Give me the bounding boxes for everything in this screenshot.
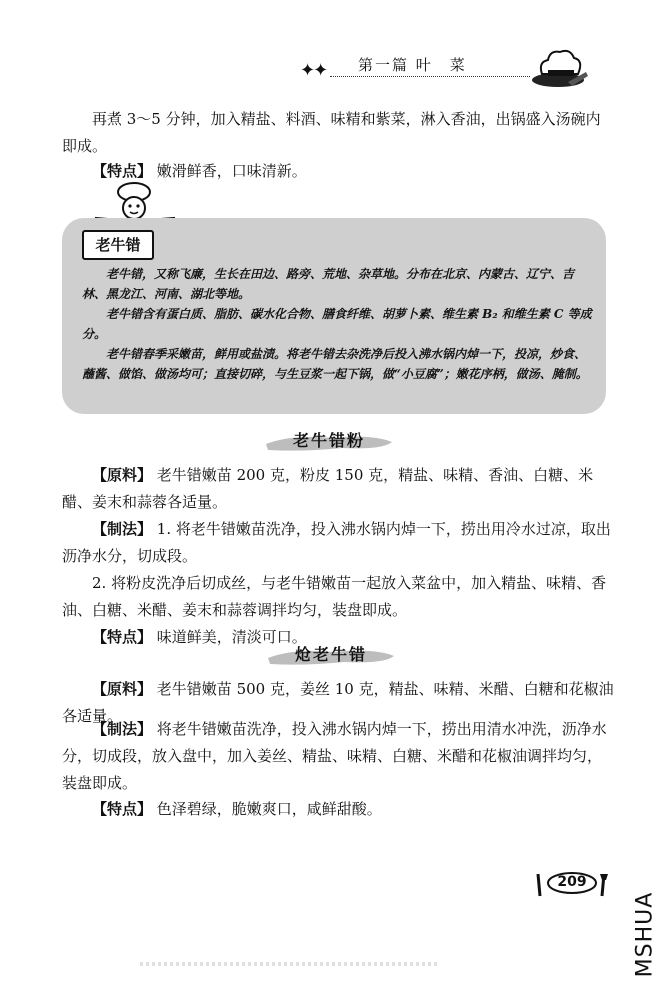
info-box bbox=[62, 218, 606, 414]
info-text bbox=[82, 264, 592, 384]
recipe1-title-text: 老牛错粉 bbox=[292, 431, 365, 450]
recipe1-method-step1 bbox=[62, 516, 614, 570]
page-number: 209 bbox=[557, 874, 587, 890]
star-ornament-icon: ✦✦ bbox=[300, 60, 327, 81]
feature-tag: 【特点】 bbox=[92, 800, 153, 818]
page-number-badge bbox=[532, 870, 612, 900]
feature-text: 味道鲜美，清淡可口。 bbox=[156, 628, 307, 646]
side-watermark bbox=[628, 880, 658, 990]
method-tag: 【制法】 bbox=[92, 720, 153, 738]
method-step: 1. 将老牛错嫩苗洗净，投入沸水锅内焯一下，捞出用冷水过凉，取出沥净水分，切成段。 bbox=[62, 520, 611, 565]
feature-text: 嫩滑鲜香，口味清新。 bbox=[156, 162, 307, 180]
recipe1-method-step2 bbox=[62, 570, 614, 624]
info-paragraph: 老牛错，又称飞廉，生长在田边、路旁、荒地、杂草地。分布在北京、内蒙古、辽宁、吉林、黑龙江、河南、湖北等地。 bbox=[82, 267, 575, 301]
info-badge: 老牛错 bbox=[82, 230, 154, 260]
ingredients-tag: 【原料】 bbox=[92, 466, 153, 484]
feature-tag: 【特点】 bbox=[92, 162, 153, 180]
intro-feature bbox=[62, 158, 614, 185]
ingredients-text: 老牛错嫩苗 500 克，姜丝 10 克，精盐、味精、米醋、白糖和花椒油各适量。 bbox=[62, 680, 614, 725]
running-header bbox=[300, 50, 600, 90]
ingredients-text: 老牛错嫩苗 200 克，粉皮 150 克，精盐、味精、香油、白糖、米醋、姜末和蒜蓉各适量。 bbox=[62, 466, 594, 511]
method-step: 2. 将粉皮洗净后切成丝，与老牛错嫩苗一起放入菜盆中，加入精盐、味精、香油、白糖、米醋、姜末和蒜蓉调拌均匀，装盘即成。 bbox=[62, 574, 607, 619]
recipe2-method bbox=[62, 716, 614, 797]
ingredients-tag: 【原料】 bbox=[92, 680, 153, 698]
chapter-title: 第一篇 叶 菜 bbox=[358, 56, 467, 74]
method-tag: 【制法】 bbox=[92, 520, 153, 538]
feature-tag: 【特点】 bbox=[92, 628, 153, 646]
info-paragraph: 老牛错含有蛋白质、脂肪、碳水化合物、膳食纤维、胡萝卜素、维生素 B₂ 和维生素 C 等成分。 bbox=[82, 307, 592, 341]
recipe2-feature bbox=[62, 796, 614, 823]
recipe2-title bbox=[264, 640, 398, 670]
intro-paragraph bbox=[62, 106, 614, 160]
method-text: 将老牛错嫩苗洗净，投入沸水锅内焯一下，捞出用清水冲洗，沥净水分，切成段，放入盘中，加入姜丝、精盐、味精、白糖、米醋和花椒油调拌均匀，装盘即成。 bbox=[62, 720, 607, 792]
recipe2-title-text: 炝老牛错 bbox=[294, 645, 367, 664]
header-rule bbox=[330, 76, 530, 77]
chef-hat-illustration-icon bbox=[528, 42, 592, 90]
feature-text: 色泽碧绿，脆嫩爽口，咸鲜甜酸。 bbox=[156, 800, 382, 818]
recipe1-title bbox=[262, 426, 396, 456]
side-watermark-text: MSHUA bbox=[632, 891, 658, 978]
scan-artifact bbox=[140, 962, 440, 966]
intro-text: 再煮 3～5 分钟，加入精盐、料酒、味精和紫菜，淋入香油，出锅盛入汤碗内即成。 bbox=[62, 110, 601, 155]
recipe1-ingredients bbox=[62, 462, 614, 516]
info-paragraph: 老牛错春季采嫩苗，鲜用或盐渍。将老牛错去杂洗净后投入沸水锅内焯一下，投凉，炒食、蘸酱、做馅、做汤均可；直接切碎，与生豆浆一起下锅，做“小豆腐”；嫩花序柄，做汤、腌制。 bbox=[82, 347, 588, 381]
